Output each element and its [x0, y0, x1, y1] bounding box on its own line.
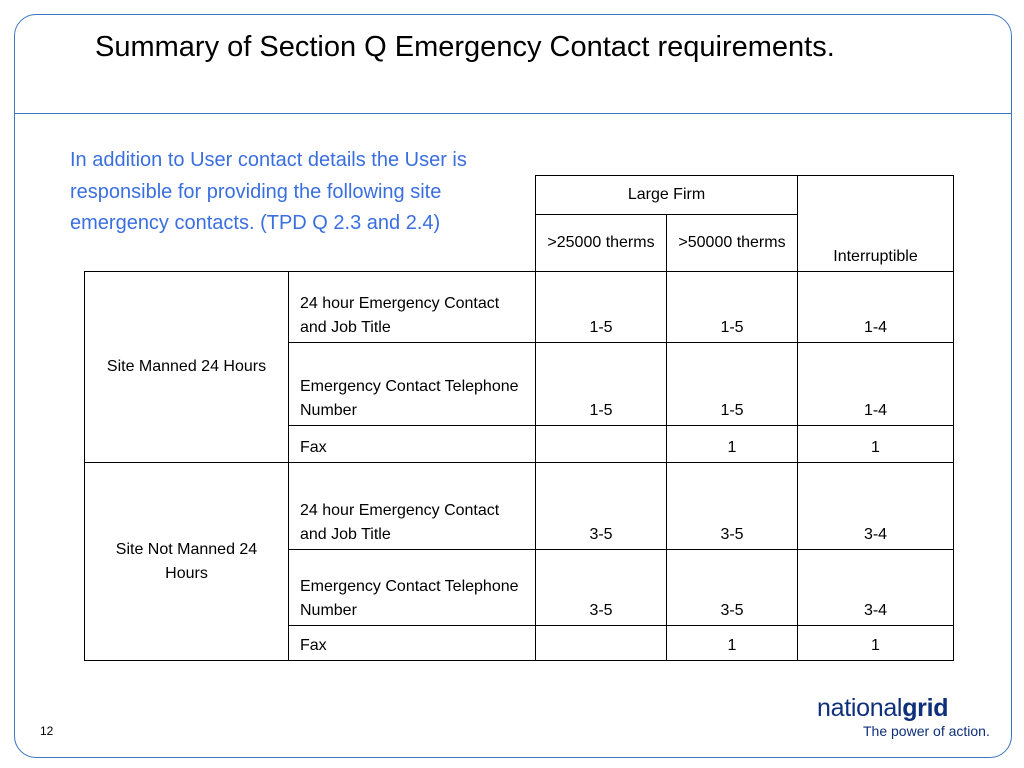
title-divider: [14, 113, 1012, 114]
logo-tagline: The power of action.: [863, 723, 990, 739]
table-row: [85, 272, 954, 343]
row-label: Fax: [289, 626, 536, 661]
page-number: 12: [40, 724, 54, 738]
header-50000-therms: >50000 therms: [667, 215, 798, 272]
value-50000: 1: [667, 626, 798, 661]
value-interruptible: 1-4: [798, 272, 954, 343]
site-cell: Site Manned 24 Hours: [85, 272, 289, 463]
value-50000: 1: [667, 426, 798, 463]
value-50000: 1-5: [667, 272, 798, 343]
header-interruptible: Interruptible: [798, 215, 954, 272]
table-row: [85, 463, 954, 550]
slide-title: Summary of Section Q Emergency Contact requirements.: [95, 31, 835, 63]
logo-wordmark: [817, 693, 948, 723]
value-interruptible: 3-4: [798, 550, 954, 626]
row-label: 24 hour Emergency Contact and Job Title: [289, 463, 536, 550]
value-50000: 1-5: [667, 343, 798, 426]
value-interruptible: 1: [798, 626, 954, 661]
value-25000: [536, 626, 667, 661]
national-grid-logo: [817, 693, 997, 743]
row-label: Emergency Contact Telephone Number: [289, 343, 536, 426]
value-25000: 1-5: [536, 343, 667, 426]
row-label: Emergency Contact Telephone Number: [289, 550, 536, 626]
site-cell: Site Not Manned 24 Hours: [85, 463, 289, 661]
requirements-table: [84, 175, 954, 661]
value-50000: 3-5: [667, 550, 798, 626]
row-label: Fax: [289, 426, 536, 463]
value-25000: 1-5: [536, 272, 667, 343]
intro-text: In addition to User contact details the User is responsible for providing the following site emergency contacts. (TPD Q 2.3 and 2.4): [70, 149, 467, 234]
logo-word-grid: grid: [902, 694, 949, 722]
value-25000: 3-5: [536, 463, 667, 550]
value-interruptible: 1: [798, 426, 954, 463]
header-25000-therms: >25000 therms: [536, 215, 667, 272]
value-interruptible: 1-4: [798, 343, 954, 426]
value-25000: 3-5: [536, 550, 667, 626]
value-interruptible: 3-4: [798, 463, 954, 550]
header-blank-top: [798, 176, 954, 215]
logo-word-national: national: [817, 694, 903, 722]
header-large-firm: Large Firm: [536, 176, 798, 215]
value-25000: [536, 426, 667, 463]
row-label: 24 hour Emergency Contact and Job Title: [289, 272, 536, 343]
value-50000: 3-5: [667, 463, 798, 550]
